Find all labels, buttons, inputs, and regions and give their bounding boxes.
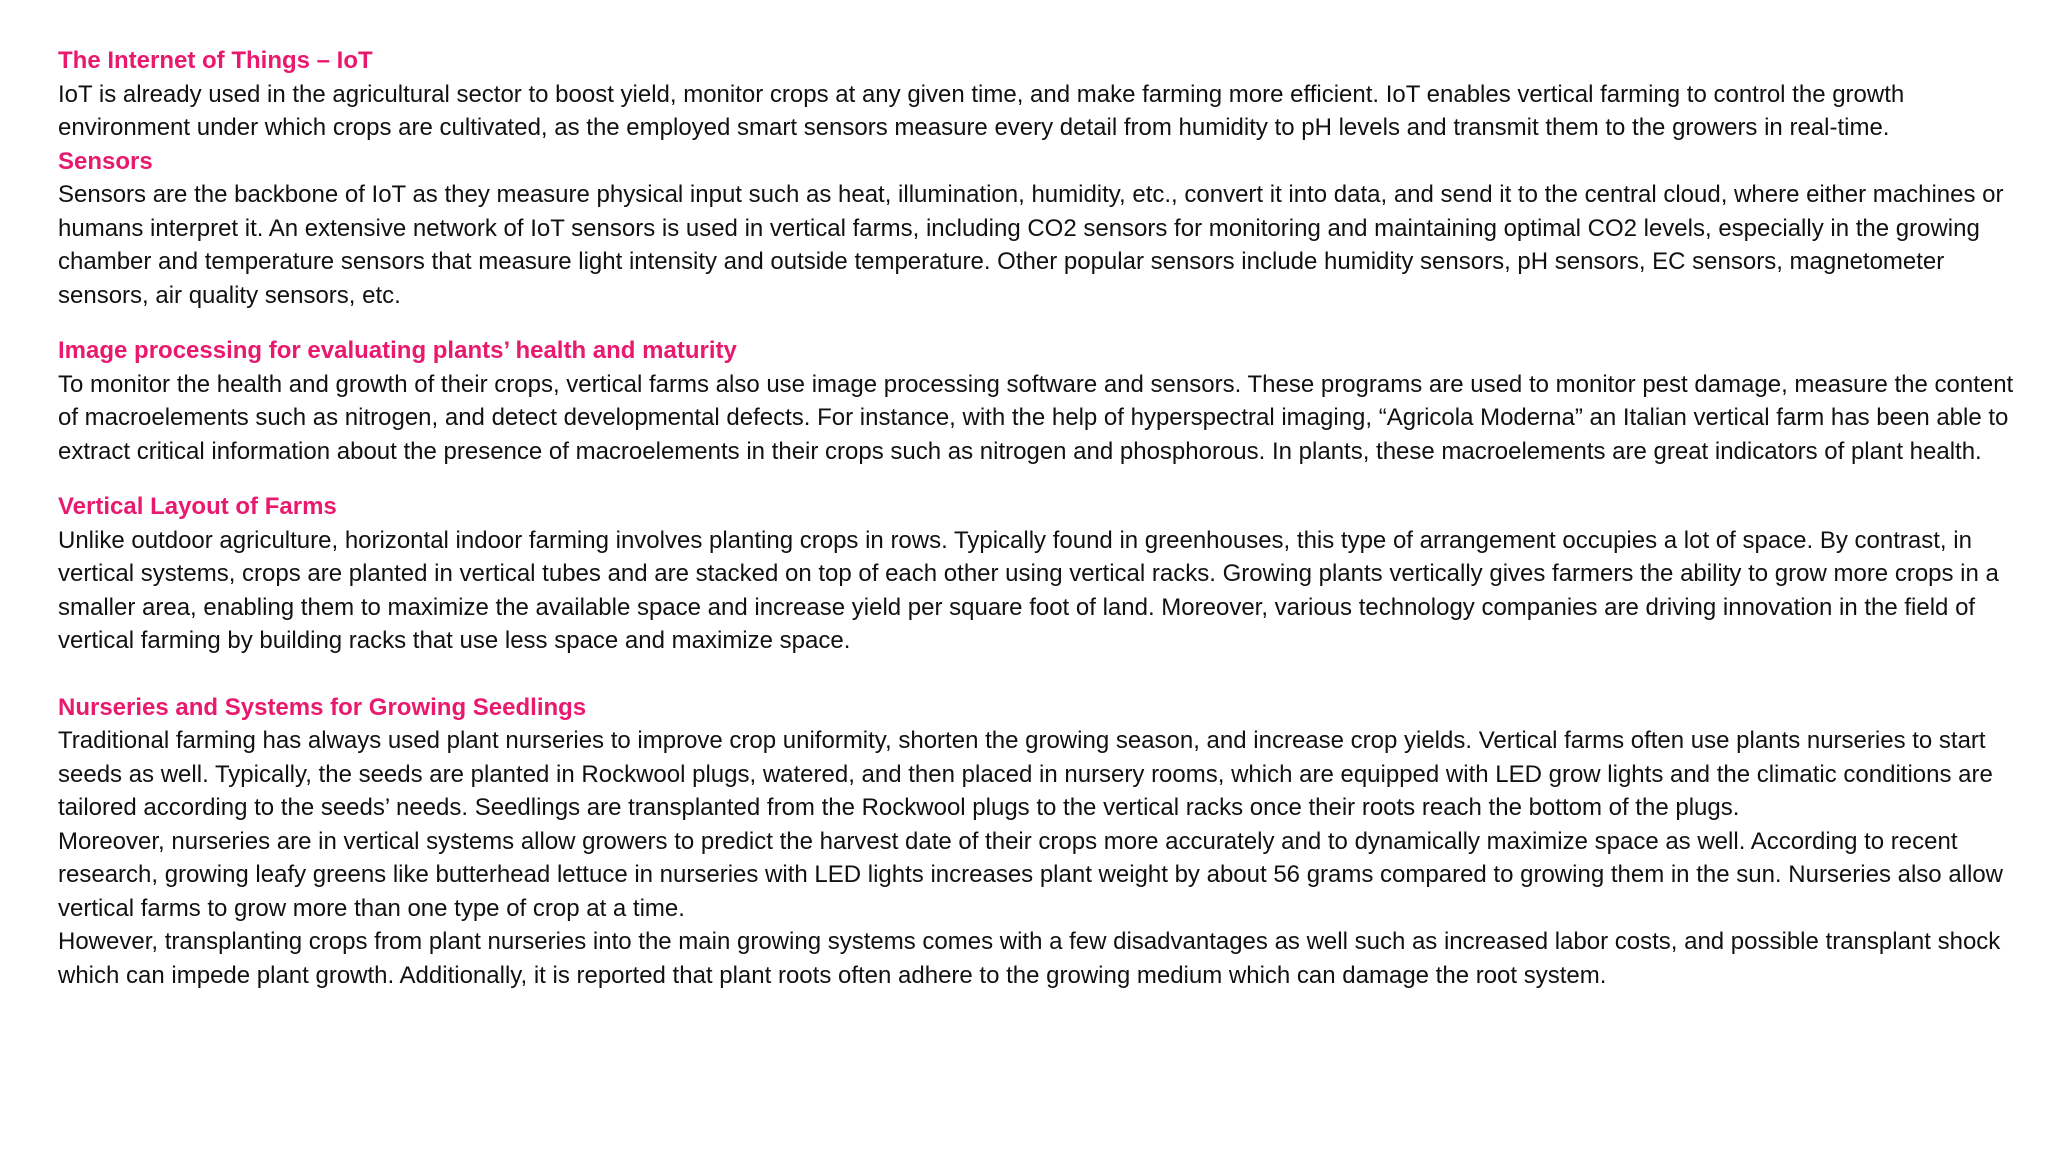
section-paragraph: Traditional farming has always used plant nurseries to improve crop uniformity, shorten the growing season, and increase crop yields. Vertical farms often use plants nurseries to start seeds as well. Typically, the seeds are planted in Rockwool plugs, watered, and then placed in nursery rooms, which are equipped with LED grow lights and the climatic conditions are tailored according to the seeds’ needs. Seedlings are transplanted from the Rockwool plugs to the vertical racks once their roots reach the bottom of the plugs.	[58, 727, 1993, 821]
section-sensors	[58, 145, 2018, 313]
section-heading: Image processing for evaluating plants’ health and maturity	[58, 337, 737, 364]
spacer	[58, 468, 2018, 490]
section-paragraph: IoT is already used in the agricultural sector to boost yield, monitor crops at any given time, and make farming more efficient. IoT enables vertical farming to control the growth environment under which crops are cultivated, as the employed smart sensors measure every detail from humidity to pH levels and transmit them to the growers in real-time.	[58, 80, 1905, 141]
document-page	[58, 44, 2018, 992]
section-paragraph: Unlike outdoor agriculture, horizontal indoor farming involves planting crops in rows. Typically found in greenhouses, this type of arrangement occupies a lot of space. By contrast, in vertical systems, crops are planted in vertical tubes and are stacked on top of each other using vertical racks. Growing plants vertically gives farmers the ability to grow more crops in a smaller area, enabling them to maximize the available space and increase yield per square foot of land. Moreover, various technology companies are driving innovation in the field of vertical farming by building racks that use less space and maximize space.	[58, 526, 1999, 654]
section-paragraph: To monitor the health and growth of their crops, vertical farms also use image processing software and sensors. These programs are used to monitor pest damage, measure the content of macroelements such as nitrogen, and detect developmental defects. For instance, with the help of hyperspectral imaging, “Agricola Moderna” an Italian vertical farm has been able to extract critical information about the presence of macroelements in their crops such as nitrogen and phosphorous. In plants, these macroelements are great indicators of plant health.	[58, 370, 2014, 465]
section-nurseries	[58, 691, 2018, 993]
section-paragraph: However, transplanting crops from plant nurseries into the main growing systems comes with a few disadvantages as well such as increased labor costs, and possible transplant shock which can impede plant growth. Additionally, it is reported that plant roots often adhere to the growing medium which can damage the root system.	[58, 928, 2001, 989]
spacer	[58, 312, 2018, 334]
spacer	[58, 658, 2018, 691]
section-vertical-layout	[58, 490, 2018, 658]
section-iot	[58, 44, 2018, 145]
section-paragraph: Sensors are the backbone of IoT as they measure physical input such as heat, illumination, humidity, etc., convert it into data, and send it to the central cloud, where either machines or humans interpret it. An extensive network of IoT sensors is used in vertical farms, including CO2 sensors for monitoring and maintaining optimal CO2 levels, especially in the growing chamber and temperature sensors that measure light intensity and outside temperature. Other popular sensors include humidity sensors, pH sensors, EC sensors, magnetometer sensors, air quality sensors, etc.	[58, 181, 2004, 309]
section-paragraph: Moreover, nurseries are in vertical systems allow growers to predict the harvest date of their crops more accurately and to dynamically maximize space as well. According to recent research, growing leafy greens like butterhead lettuce in nurseries with LED lights increases plant weight by about 56 grams compared to growing them in the sun. Nurseries also allow vertical farms to grow more than one type of crop at a time.	[58, 827, 2004, 922]
section-heading: Nurseries and Systems for Growing Seedlings	[58, 693, 587, 721]
section-heading: The Internet of Things – IoT	[58, 47, 373, 74]
section-image-processing	[58, 334, 2018, 468]
section-heading: Sensors	[58, 147, 153, 175]
section-heading: Vertical Layout of Farms	[58, 493, 337, 520]
